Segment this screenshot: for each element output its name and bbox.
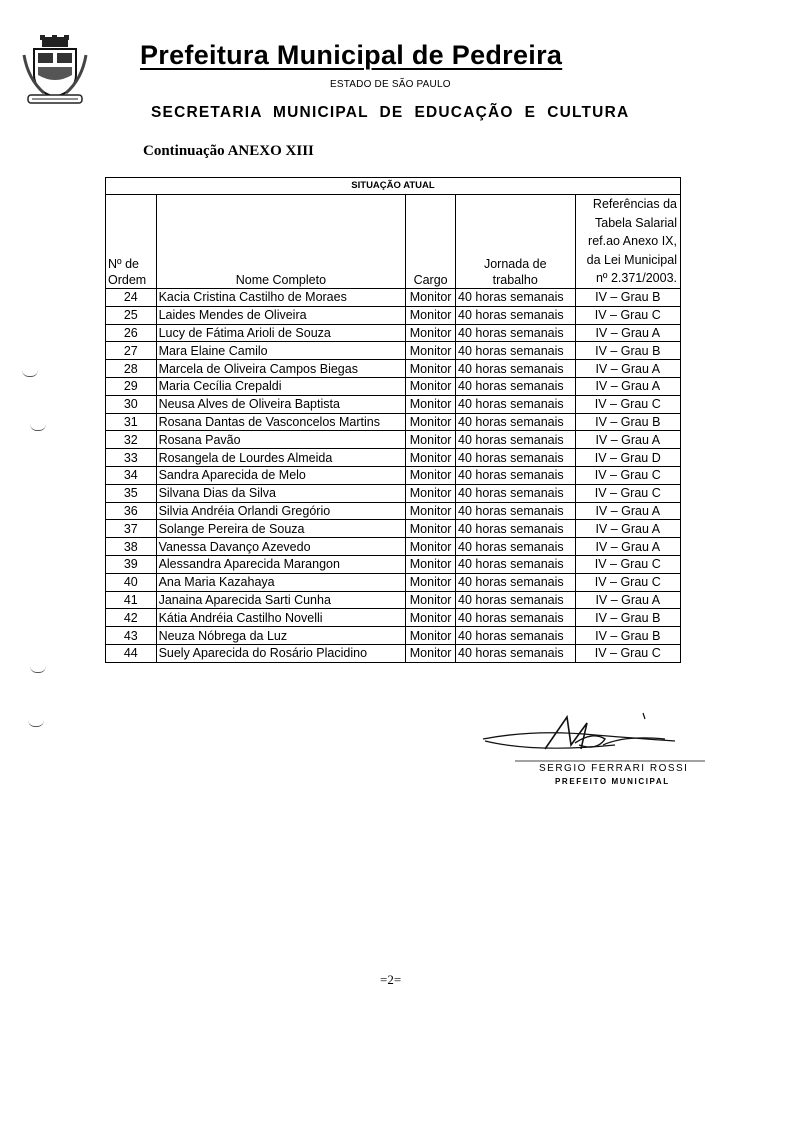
cargo-cell: Monitor	[406, 555, 456, 573]
margin-mark	[30, 666, 46, 673]
jornada-cell: 40 horas semanais	[456, 591, 575, 609]
staff-table	[105, 177, 681, 663]
section-title: Continuação ANEXO XIII	[143, 143, 314, 159]
name-cell: Maria Cecília Crepaldi	[156, 377, 406, 395]
order-number-cell: 26	[106, 324, 157, 342]
referencia-cell: IV – Grau C	[575, 644, 681, 662]
cargo-cell: Monitor	[406, 484, 456, 502]
referencia-cell: IV – Grau A	[575, 520, 681, 538]
cargo-cell: Monitor	[406, 342, 456, 360]
header-cargo: Cargo	[406, 195, 456, 289]
referencia-cell: IV – Grau C	[575, 573, 681, 591]
name-cell: Sandra Aparecida de Melo	[156, 466, 406, 484]
department-heading: SECRETARIA MUNICIPAL DE EDUCAÇÃO E CULTURA	[151, 104, 630, 121]
cargo-cell: Monitor	[406, 538, 456, 556]
cargo-cell: Monitor	[406, 609, 456, 627]
jornada-cell: 40 horas semanais	[456, 324, 575, 342]
header-ref-line: da Lei Municipal	[586, 252, 677, 267]
jornada-cell: 40 horas semanais	[456, 484, 575, 502]
jornada-cell: 40 horas semanais	[456, 644, 575, 662]
table-row	[106, 395, 681, 413]
jornada-cell: 40 horas semanais	[456, 538, 575, 556]
name-cell: Mara Elaine Camilo	[156, 342, 406, 360]
cargo-cell: Monitor	[406, 466, 456, 484]
header-jornada-line1: Jornada de	[483, 256, 547, 271]
signatory-name: SERGIO FERRARI ROSSI	[539, 763, 689, 774]
cargo-cell: Monitor	[406, 413, 456, 431]
table-row	[106, 502, 681, 520]
name-cell: Kátia Andréia Castilho Novelli	[156, 609, 406, 627]
table-row	[106, 555, 681, 573]
order-number-cell: 44	[106, 644, 157, 662]
state-subtitle: ESTADO DE SÃO PAULO	[330, 79, 451, 90]
jornada-cell: 40 horas semanais	[456, 377, 575, 395]
cargo-cell: Monitor	[406, 431, 456, 449]
cargo-cell: Monitor	[406, 644, 456, 662]
referencia-cell: IV – Grau D	[575, 449, 681, 467]
referencia-cell: IV – Grau A	[575, 591, 681, 609]
table-row	[106, 609, 681, 627]
page-number: =2=	[380, 972, 402, 987]
referencia-cell: IV – Grau B	[575, 413, 681, 431]
table-row	[106, 413, 681, 431]
header-order-line2: Ordem	[108, 272, 147, 287]
header-jornada	[456, 195, 575, 289]
table-row	[106, 591, 681, 609]
cargo-cell: Monitor	[406, 627, 456, 645]
cargo-cell: Monitor	[406, 502, 456, 520]
name-cell: Ana Maria Kazahaya	[156, 573, 406, 591]
order-number-cell: 39	[106, 555, 157, 573]
table-header-row	[106, 195, 681, 289]
name-cell: Silvia Andréia Orlandi Gregório	[156, 502, 406, 520]
name-cell: Neusa Alves de Oliveira Baptista	[156, 395, 406, 413]
signature-image	[475, 705, 705, 765]
jornada-cell: 40 horas semanais	[456, 449, 575, 467]
order-number-cell: 35	[106, 484, 157, 502]
header-ref-line: Tabela Salarial	[595, 215, 677, 230]
header-ref-line: Referências da	[592, 197, 677, 211]
page-title: Prefeitura Municipal de Pedreira	[140, 40, 563, 70]
name-cell: Rosana Pavão	[156, 431, 406, 449]
name-cell: Rosana Dantas de Vasconcelos Martins	[156, 413, 406, 431]
name-cell: Marcela de Oliveira Campos Biegas	[156, 360, 406, 378]
jornada-cell: 40 horas semanais	[456, 431, 575, 449]
name-cell: Alessandra Aparecida Marangon	[156, 555, 406, 573]
table-row	[106, 520, 681, 538]
table-row	[106, 306, 681, 324]
jornada-cell: 40 horas semanais	[456, 627, 575, 645]
name-cell: Laides Mendes de Oliveira	[156, 306, 406, 324]
order-number-cell: 36	[106, 502, 157, 520]
table-row	[106, 538, 681, 556]
referencia-cell: IV – Grau A	[575, 431, 681, 449]
table-row	[106, 377, 681, 395]
name-cell: Neuza Nóbrega da Luz	[156, 627, 406, 645]
jornada-cell: 40 horas semanais	[456, 555, 575, 573]
table-row	[106, 627, 681, 645]
table-row	[106, 288, 681, 306]
referencia-cell: IV – Grau B	[575, 342, 681, 360]
order-number-cell: 24	[106, 288, 157, 306]
jornada-cell: 40 horas semanais	[456, 306, 575, 324]
referencia-cell: IV – Grau C	[575, 306, 681, 324]
margin-mark	[22, 370, 38, 377]
table-row	[106, 466, 681, 484]
header-ref-line: nº 2.371/2003.	[595, 271, 677, 286]
order-number-cell: 38	[106, 538, 157, 556]
name-cell: Silvana Dias da Silva	[156, 484, 406, 502]
referencia-cell: IV – Grau A	[575, 324, 681, 342]
table-row	[106, 484, 681, 502]
jornada-cell: 40 horas semanais	[456, 342, 575, 360]
name-cell: Rosangela de Lourdes Almeida	[156, 449, 406, 467]
referencia-cell: IV – Grau C	[575, 555, 681, 573]
referencia-cell: IV – Grau B	[575, 609, 681, 627]
referencia-cell: IV – Grau A	[575, 538, 681, 556]
order-number-cell: 34	[106, 466, 157, 484]
cargo-cell: Monitor	[406, 306, 456, 324]
referencia-cell: IV – Grau B	[575, 627, 681, 645]
referencia-cell: IV – Grau C	[575, 395, 681, 413]
order-number-cell: 32	[106, 431, 157, 449]
header-referencias	[575, 195, 681, 289]
order-number-cell: 33	[106, 449, 157, 467]
order-number-cell: 30	[106, 395, 157, 413]
cargo-cell: Monitor	[406, 288, 456, 306]
jornada-cell: 40 horas semanais	[456, 573, 575, 591]
order-number-cell: 37	[106, 520, 157, 538]
header-order-number	[106, 195, 157, 289]
referencia-cell: IV – Grau A	[575, 377, 681, 395]
order-number-cell: 40	[106, 573, 157, 591]
table-banner: SITUAÇÃO ATUAL	[106, 178, 681, 195]
order-number-cell: 31	[106, 413, 157, 431]
order-number-cell: 28	[106, 360, 157, 378]
header-order-line1: Nº de	[108, 256, 139, 271]
header-jornada-line2: trabalho	[492, 272, 538, 287]
table-row	[106, 573, 681, 591]
signatory-role: PREFEITO MUNICIPAL	[555, 777, 670, 786]
referencia-cell: IV – Grau A	[575, 502, 681, 520]
jornada-cell: 40 horas semanais	[456, 288, 575, 306]
referencia-cell: IV – Grau B	[575, 288, 681, 306]
order-number-cell: 27	[106, 342, 157, 360]
referencia-cell: IV – Grau C	[575, 484, 681, 502]
margin-mark	[30, 424, 46, 431]
name-cell: Kacia Cristina Castilho de Moraes	[156, 288, 406, 306]
jornada-cell: 40 horas semanais	[456, 395, 575, 413]
table-row	[106, 342, 681, 360]
cargo-cell: Monitor	[406, 449, 456, 467]
name-cell: Solange Pereira de Souza	[156, 520, 406, 538]
cargo-cell: Monitor	[406, 395, 456, 413]
cargo-cell: Monitor	[406, 324, 456, 342]
cargo-cell: Monitor	[406, 377, 456, 395]
table-row	[106, 644, 681, 662]
table-row	[106, 324, 681, 342]
referencia-cell: IV – Grau A	[575, 360, 681, 378]
order-number-cell: 29	[106, 377, 157, 395]
table-row	[106, 360, 681, 378]
name-cell: Suely Aparecida do Rosário Placidino	[156, 644, 406, 662]
cargo-cell: Monitor	[406, 573, 456, 591]
header-name: Nome Completo	[156, 195, 406, 289]
order-number-cell: 43	[106, 627, 157, 645]
margin-mark	[28, 720, 44, 727]
jornada-cell: 40 horas semanais	[456, 466, 575, 484]
jornada-cell: 40 horas semanais	[456, 520, 575, 538]
cargo-cell: Monitor	[406, 591, 456, 609]
order-number-cell: 25	[106, 306, 157, 324]
order-number-cell: 42	[106, 609, 157, 627]
header-ref-line: ref.ao Anexo IX,	[588, 234, 677, 249]
municipal-coat-of-arms-icon	[22, 35, 88, 107]
table-row	[106, 449, 681, 467]
cargo-cell: Monitor	[406, 520, 456, 538]
order-number-cell: 41	[106, 591, 157, 609]
jornada-cell: 40 horas semanais	[456, 360, 575, 378]
jornada-cell: 40 horas semanais	[456, 609, 575, 627]
table-row	[106, 431, 681, 449]
jornada-cell: 40 horas semanais	[456, 502, 575, 520]
name-cell: Lucy de Fátima Arioli de Souza	[156, 324, 406, 342]
referencia-cell: IV – Grau C	[575, 466, 681, 484]
name-cell: Janaina Aparecida Sarti Cunha	[156, 591, 406, 609]
cargo-cell: Monitor	[406, 360, 456, 378]
name-cell: Vanessa Davanço Azevedo	[156, 538, 406, 556]
jornada-cell: 40 horas semanais	[456, 413, 575, 431]
